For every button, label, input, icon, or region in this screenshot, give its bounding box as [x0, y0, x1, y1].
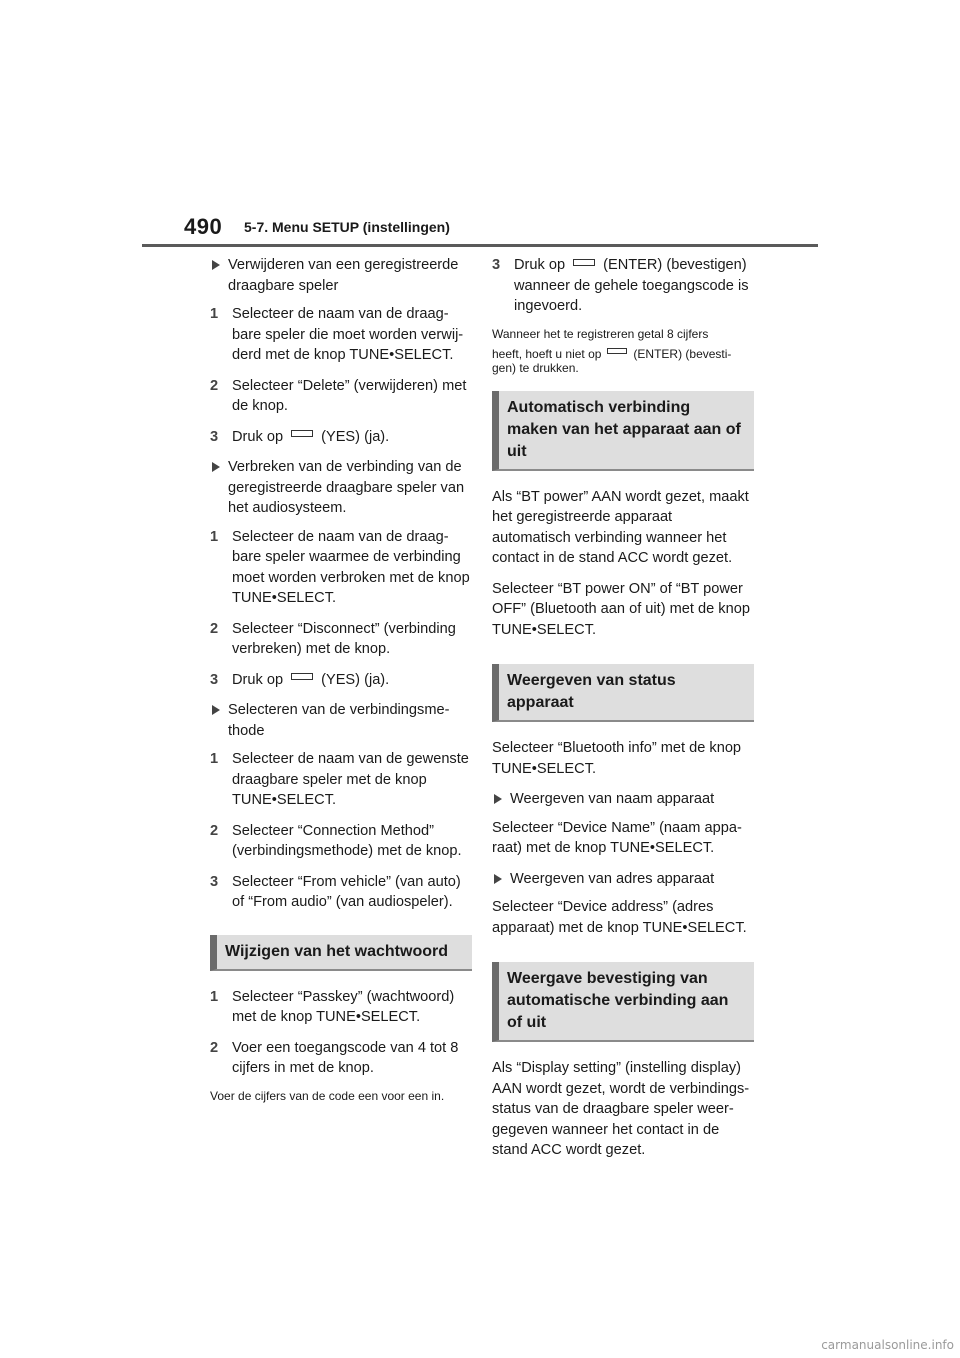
step-text-post: (YES) (ja). [321, 671, 390, 688]
step-number: 2 [210, 1039, 219, 1056]
subsection-delete [210, 255, 472, 296]
preset-button-icon [291, 673, 313, 680]
step-number: 2 [210, 620, 219, 637]
step-item [210, 749, 472, 811]
step-item [210, 821, 472, 862]
section-heading: Weergave bevestiging van automatische verbinding aan of uit [492, 962, 754, 1042]
step-text: Selecteer “Connection Method” (verbindingsmethode) met de knop. [232, 822, 462, 859]
step-text: Selecteer de naam van de draag-bare speler waarmee de verbinding moet worden verbroken met de knop TUNE•SELECT. [232, 528, 470, 606]
preset-button-icon [573, 259, 595, 266]
paragraph: Als “BT power” AAN wordt gezet, maakt het geregistreerde apparaat automatisch verbinding wanneer het contact in de stand ACC wordt gezet. [492, 488, 749, 566]
note-text-post: (ENTER) (bevesti-gen) te drukken. [492, 346, 732, 375]
subsection-title: Weergeven van adres apparaat [510, 870, 715, 887]
step-text: Selecteer “Passkey” (wachtwoord) met de knop TUNE•SELECT. [232, 988, 455, 1025]
paragraph: Selecteer “Device Name” (naam appa-raat) met de knop TUNE•SELECT. [492, 819, 742, 856]
step-item [492, 255, 754, 317]
section-heading: Automatisch verbinding maken van het apparaat aan of uit [492, 391, 754, 471]
paragraph: Selecteer “BT power ON” of “BT power OFF” (Bluetooth aan of uit) met de knop TUNE•SELECT. [492, 580, 750, 638]
subsection-title: Selecteren van de verbindingsme-thode [228, 702, 450, 739]
step-number: 3 [210, 671, 219, 688]
step-item [210, 1038, 472, 1079]
step-number: 1 [210, 528, 219, 545]
step-item [210, 872, 472, 913]
preset-button-icon [291, 430, 313, 437]
triangle-bullet-icon [212, 462, 220, 472]
note-text: Voer de cijfers van de code een voor een in. [210, 1088, 445, 1103]
note-text-pre: heeft, hoeft u niet op [492, 346, 602, 361]
step-text-pre: Druk op [232, 428, 284, 445]
step-text-pre: Druk op [232, 671, 284, 688]
page-number: 490 [184, 214, 223, 239]
step-number: 1 [210, 751, 219, 767]
subsection-device-name [492, 789, 754, 810]
section-heading: Weergeven van status apparaat [492, 664, 754, 722]
step-item [210, 527, 472, 609]
step-text: Selecteer “From vehicle” (van auto) of “From audio” (van audiospeler). [232, 873, 461, 910]
step-text: Selecteer de naam van de draag-bare speler die moet worden verwij-derd met de knop TUNE•SELECT. [232, 306, 464, 363]
step-text-post: (ENTER) (bevestigen) wanneer de gehele toegangscode is ingevoerd. [514, 257, 749, 314]
subsection-device-address [492, 869, 754, 890]
step-number: 2 [210, 377, 219, 394]
paragraph: Selecteer “Device address” (adres apparaat) met de knop TUNE•SELECT. [492, 899, 747, 936]
header-rule [142, 244, 818, 247]
step-text-pre: Druk op [514, 257, 566, 273]
step-text: Selecteer de naam van de gewenste draagbare speler met de knop TUNE•SELECT. [232, 751, 469, 808]
step-item [210, 670, 472, 691]
subsection-title: Weergeven van naam apparaat [510, 791, 715, 807]
right-column [492, 255, 754, 1171]
step-number: 3 [210, 428, 219, 445]
step-text: Selecteer “Delete” (verwijderen) met de knop. [232, 377, 467, 414]
section-title: 5-7. Menu SETUP (instellingen) [244, 219, 450, 235]
step-text: Selecteer “Disconnect” (verbinding verbreken) met de knop. [232, 620, 456, 657]
paragraph: Als “Display setting” (instelling display) AAN wordt gezet, wordt de verbindings-status van de draagbare speler weer-gegeven wanneer het contact in de stand ACC wordt gezet. [492, 1060, 750, 1158]
step-number: 1 [210, 988, 219, 1005]
subsection-title: Verbreken van de verbinding van de geregistreerde draagbare speler van het audiosysteem. [228, 459, 465, 516]
watermark: carmanualsonline.info [821, 1338, 954, 1352]
step-item [210, 619, 472, 660]
triangle-bullet-icon [212, 260, 220, 270]
step-item [210, 427, 472, 448]
section-heading: Wijzigen van het wachtwoord [210, 935, 472, 971]
step-number: 1 [210, 306, 219, 322]
step-text-post: (YES) (ja). [321, 428, 390, 445]
triangle-bullet-icon [494, 874, 502, 884]
left-column [210, 255, 472, 1113]
step-item [210, 987, 472, 1028]
note-text [492, 347, 754, 375]
paragraph: Selecteer “Bluetooth info” met de knop TUNE•SELECT. [492, 740, 742, 777]
triangle-bullet-icon [494, 794, 502, 804]
step-item [210, 376, 472, 417]
step-item [210, 304, 472, 366]
triangle-bullet-icon [212, 705, 220, 715]
note-text: Wanneer het te registreren getal 8 cijfers [492, 326, 709, 341]
subsection-disconnect [210, 457, 472, 519]
step-number: 3 [492, 257, 501, 273]
step-number: 3 [210, 873, 219, 890]
subsection-title: Verwijderen van een geregistreerde draagbare speler [228, 257, 459, 294]
step-text: Voer een toegangscode van 4 tot 8 cijfers in met de knop. [232, 1039, 459, 1076]
preset-button-icon [607, 348, 627, 354]
subsection-method [210, 700, 472, 741]
step-number: 2 [210, 822, 219, 839]
